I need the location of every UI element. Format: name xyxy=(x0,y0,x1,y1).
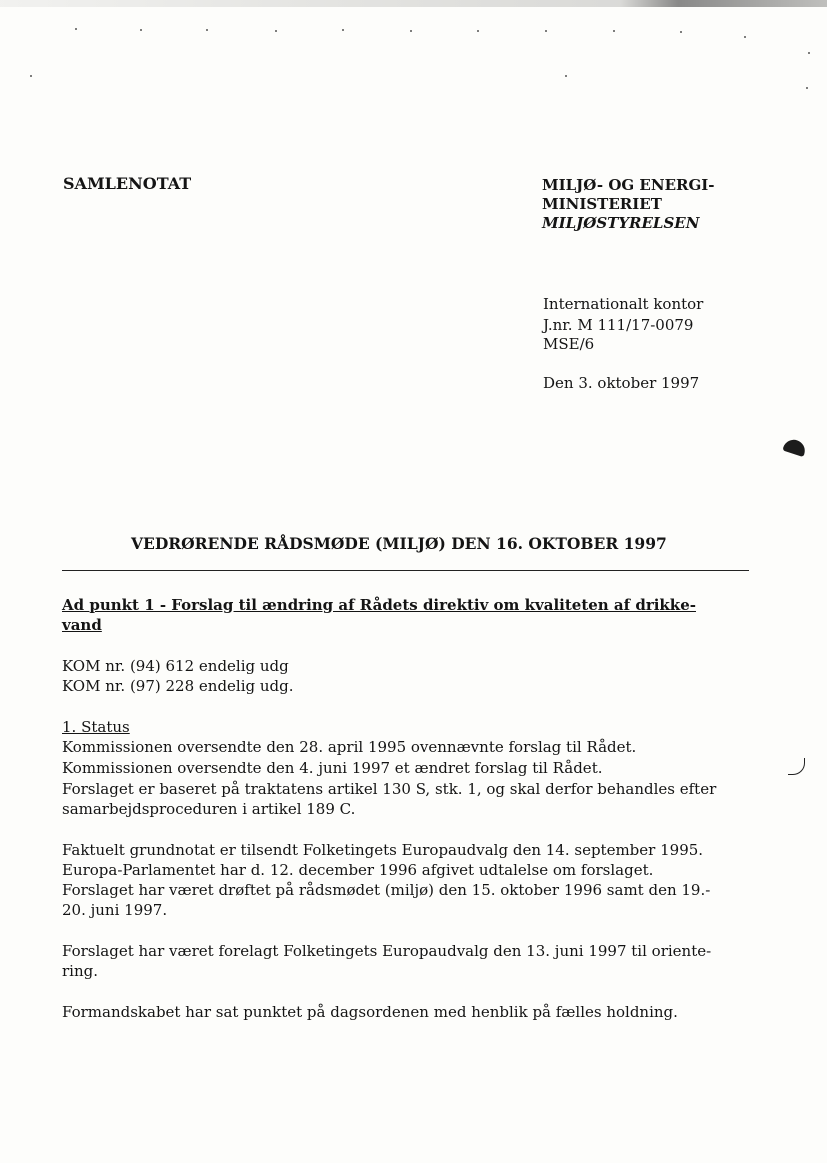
scan-speck xyxy=(75,28,77,30)
meeting-title: VEDRØRENDE RÅDSMØDE (MILJØ) DEN 16. OKTOBER 1997 xyxy=(131,534,667,553)
paragraph-line: Formandskabet har sat punktet på dagsordenen med henblik på fælles holdning. xyxy=(62,1003,678,1021)
office-name: Internationalt kontor xyxy=(543,295,704,313)
paragraph-line: 20. juni 1997. xyxy=(62,901,168,919)
scan-speck xyxy=(206,29,208,31)
kom-reference: KOM nr. (97) 228 endelig udg. xyxy=(62,677,294,695)
scan-edge xyxy=(0,0,827,7)
agenda-heading-line1: Ad punkt 1 - Forslag til ændring af Rådets direktiv om kvaliteten af drikke- xyxy=(62,596,696,614)
status-heading: 1. Status xyxy=(62,718,130,736)
scan-speck xyxy=(477,30,479,32)
scan-speck xyxy=(613,30,615,32)
journal-number: J.nr. M 111/17-0079 xyxy=(543,316,694,334)
scan-speck xyxy=(808,52,810,54)
status-line: Forslaget er baseret på traktatens artikel 130 S, stk. 1, og skal derfor behandles efter xyxy=(62,780,717,798)
status-line: Kommissionen oversendte den 28. april 1995 ovennævnte forslag til Rådet. xyxy=(62,738,637,756)
ministry-name-line1: MILJØ- OG ENERGI- xyxy=(542,176,715,194)
scan-speck xyxy=(410,30,412,32)
scan-speck xyxy=(565,75,567,77)
paragraph-line: Faktuelt grundnotat er tilsendt Folketingets Europaudvalg den 14. september 1995. xyxy=(62,841,704,859)
scan-mark xyxy=(788,758,805,775)
scan-speck xyxy=(680,31,682,33)
ministry-name-line2: MINISTERIET xyxy=(542,195,662,213)
paragraph-line: ring. xyxy=(62,962,98,980)
status-line: samarbejdsproceduren i artikel 189 C. xyxy=(62,800,356,818)
scan-speck xyxy=(545,30,547,32)
scan-blot xyxy=(782,437,807,457)
paragraph-line: Europa-Parlamentet har d. 12. december 1996 afgivet udtalelse om forslaget. xyxy=(62,861,654,879)
scan-speck xyxy=(275,30,277,32)
scan-speck xyxy=(342,29,344,31)
scan-speck xyxy=(806,87,808,89)
document-date: Den 3. oktober 1997 xyxy=(543,374,700,392)
agenda-heading-line2: vand xyxy=(62,616,102,634)
agency-name: MILJØSTYRELSEN xyxy=(542,214,700,232)
scan-speck xyxy=(140,29,142,31)
document-type: SAMLENOTAT xyxy=(63,174,192,193)
paragraph-line: Forslaget har været drøftet på rådsmødet (miljø) den 15. oktober 1996 samt den 19.- xyxy=(62,881,711,899)
status-line: Kommissionen oversendte den 4. juni 1997 et ændret forslag til Rådet. xyxy=(62,759,603,777)
scan-speck xyxy=(744,36,746,38)
title-divider xyxy=(62,570,749,571)
kom-reference: KOM nr. (94) 612 endelig udg xyxy=(62,657,289,675)
scan-speck xyxy=(30,75,32,77)
paragraph-line: Forslaget har været forelagt Folketingets Europaudvalg den 13. juni 1997 til oriente- xyxy=(62,942,712,960)
reference-code: MSE/6 xyxy=(543,335,595,353)
